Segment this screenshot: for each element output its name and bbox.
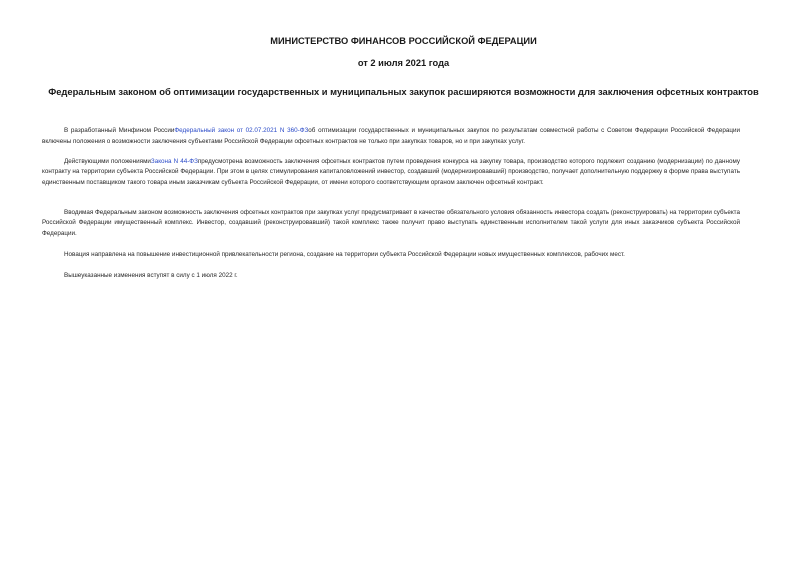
- paragraph-1-rest: об оптимизации государственных и муниципальных закупок по результатам совместной работы с Советом Федерации Российской Федерации включены положения о возможности заключения субъектами Российской Федерации офсетных контрактов не только при закупках товаров, но и при закупках услуг.: [42, 127, 740, 145]
- paragraph-1-lead: В разработанный Минфином России: [64, 127, 175, 134]
- paragraph-2-lead: Действующими положениями: [64, 157, 151, 165]
- paragraph-4: Новация направлена на повышение инвестиционной привлекательности региона, создание на территории субъекта Российской Федерации новых имущественных комплексов, рабочих мест.: [64, 251, 625, 258]
- document-title: Федеральным законом об оптимизации государственных и муниципальных закупок расширяются возможности для заключения офсетных контрактов: [48, 86, 759, 97]
- paragraph-5: Вышеуказанные изменения вступят в силу с 1 июля 2022 г.: [64, 272, 238, 279]
- ministry-heading: МИНИСТЕРСТВО ФИНАНСОВ РОССИЙСКОЙ ФЕДЕРАЦИИ: [270, 36, 537, 46]
- document-body: [42, 126, 740, 282]
- paragraph-1: [42, 126, 740, 147]
- paragraph-2: [42, 157, 740, 189]
- federal-law-360-link[interactable]: Федеральный закон от 02.07.2021 N 360-ФЗ: [174, 127, 309, 134]
- paragraph-3: Вводимая Федеральным законом возможность заключения офсетных контрактов при закупках услуг предусматривает в качестве обязательного условия обязанность инвестора создать (реконструировать) на территории субъекта Российской Федерации имущественный комплекс. Инвестор, создавший (реконструировавший) такой комплекс также получит право выступать единственным исполнителем такой услуги для иных заказчиков субъекта Российской Федерации.: [42, 208, 740, 237]
- law-44-link[interactable]: Закона N 44-ФЗ: [150, 157, 198, 165]
- paragraph-2-rest: предусмотрена возможность заключения офсетных контрактов путем проведения конкурса на закупку товара, производство которого подлежит созданию (модернизации) по данному контракту на территории субъекта Российской Федерации. При этом в целях стимулирования капиталовложений инвестор, создавший (модернизировавший) производство, получает дополнительную поддержку в форме права выступать единственным поставщиком такого товара иным заказчикам субъекта Российской Федерации, от имени которого соответствующим органом заключен офсетный контракт.: [42, 157, 740, 186]
- document-date: от 2 июля 2021 года: [357, 58, 450, 68]
